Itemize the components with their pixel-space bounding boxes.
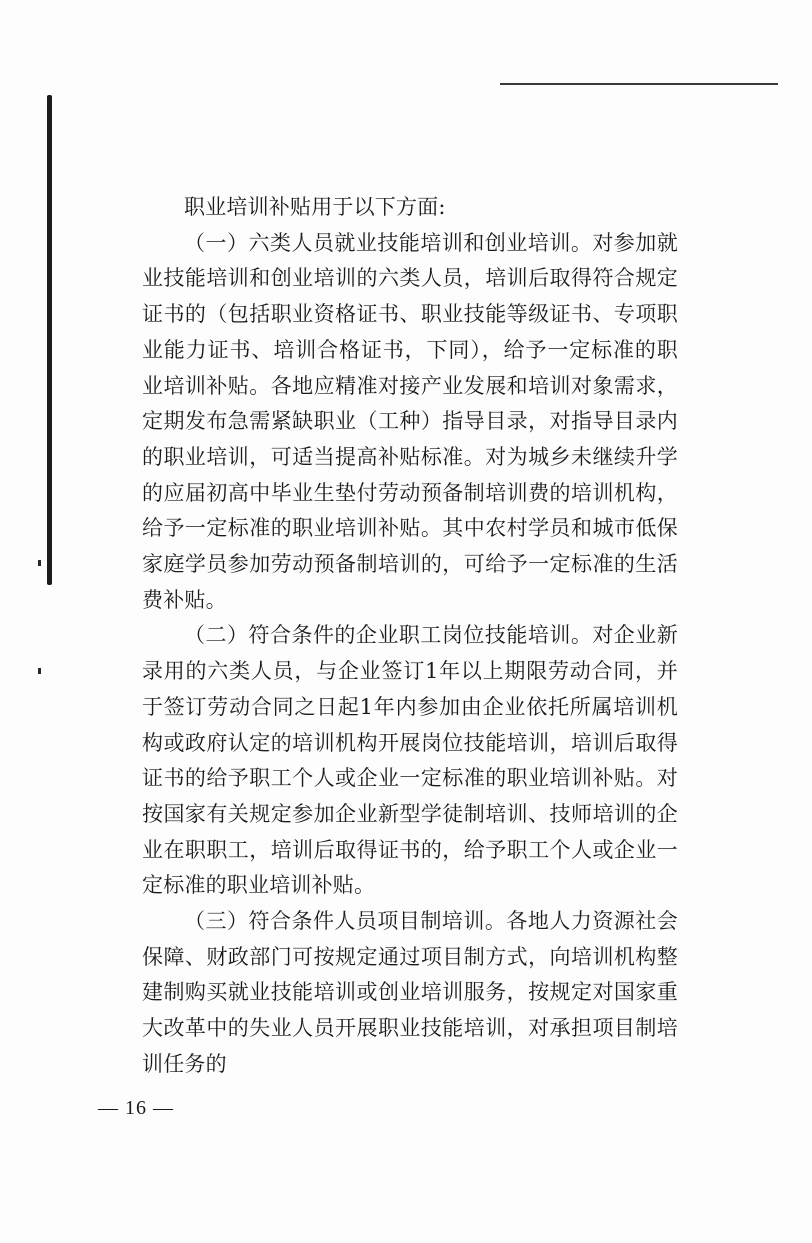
edge-dot (38, 560, 41, 566)
paragraph-intro: 职业培训补贴用于以下方面: (184, 195, 446, 219)
paragraph-item-1: （一）六类人员就业技能培训和创业培训。对参加就业技能培训和创业培训的六类人员，培训后取得符合规定证书的（包括职业资格证书、职业技能等级证书、专项职业能力证书、培训合格证书，下同），给予一定标准的职业培训补贴。各地应精准对接产业发展和培训对象需求，定期发布急需紧缺职业（工种）指导目录，对指导目录内的职业培训，可适当提高补贴标准。对为城乡未继续升学的应届初高中毕业生垫付劳动预备制培训费的培训机构，给予一定标准的职业培训补贴。其中农村学员和城市低保家庭学员参加劳动预备制培训的，可给予一定标准的生活费补贴。 (142, 230, 678, 612)
paragraph-item-2: （二）符合条件的企业职工岗位技能培训。对企业新录用的六类人员，与企业签订1年以上期限劳动合同，并于签订劳动合同之日起1年内参加由企业依托所属培训机构或政府认定的培训机构开展岗位技能培训，培训后取得证书的给予职工个人或企业一定标准的职业培训补贴。对按国家有关规定参加企业新型学徒制培训、技师培训的企业在职职工，培训后取得证书的，给予职工个人或企业一定标准的职业培训补贴。 (142, 623, 678, 898)
header-rule (500, 83, 778, 85)
body-text (142, 190, 678, 1083)
page-number: — 16 — (98, 1097, 174, 1119)
paragraph-item-3: （三）符合条件人员项目制培训。各地人力资源社会保障、财政部门可按规定通过项目制方式，向培训机构整建制购买就业技能培训或创业培训服务，按规定对国家重大改革中的失业人员开展职业技能培训，对承担项目制培训任务的 (142, 909, 678, 1076)
binding-edge-mark (47, 95, 52, 585)
edge-dot (38, 668, 41, 674)
